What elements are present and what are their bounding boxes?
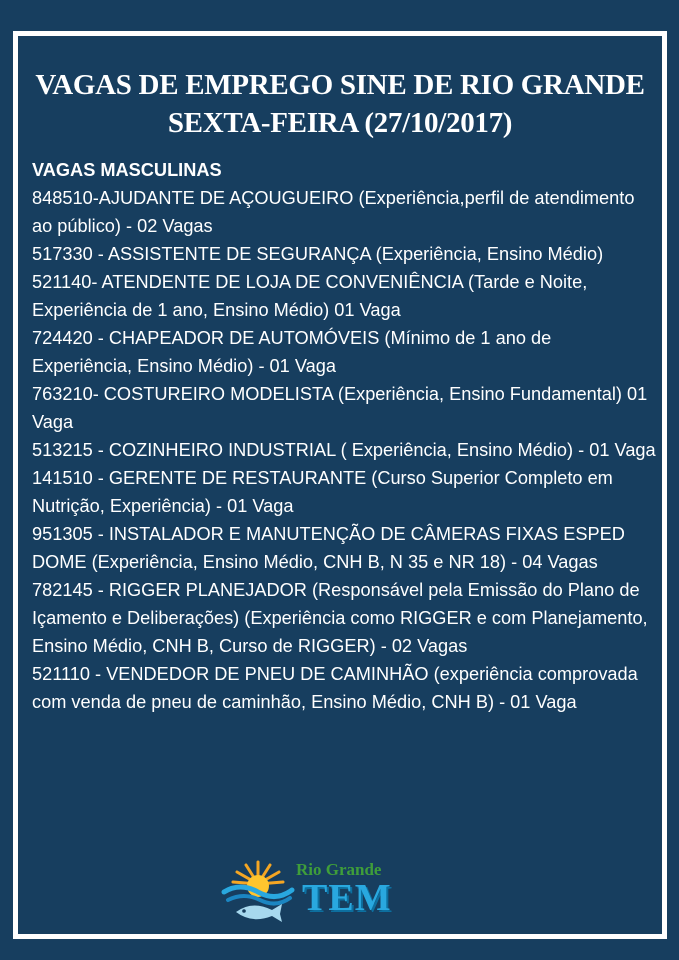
section-title: VAGAS MASCULINAS [32,160,222,180]
sun-wave-fish-icon [218,856,298,922]
page-title [18,66,662,142]
title-line-1: VAGAS DE EMPREGO SINE DE RIO GRANDE [35,69,645,101]
job-listing: 724420 - CHAPEADOR DE AUTOMÓVEIS (Mínimo de 1 ano de Experiência, Ensino Médio) - 01 Vaga [32,328,552,376]
job-listing: 141510 - GERENTE DE RESTAURANTE (Curso Superior Completo em Nutrição, Experiência) - 01 Vaga [32,468,613,516]
title-line-2: SEXTA-FEIRA (27/10/2017) [167,107,513,139]
poster-frame [13,31,667,939]
job-listing: 521110 - VENDEDOR DE PNEU DE CAMINHÃO (experiência comprovada com venda de pneu de caminhão, Ensino Médio, CNH B) - 01 Vaga [32,664,638,712]
job-listing: 517330 - ASSISTENTE DE SEGURANÇA (Experiência, Ensino Médio) [32,244,604,264]
job-listing: 782145 - RIGGER PLANEJADOR (Responsável pela Emissão do Plano de Içamento e Deliberações) (Experiência como RIGGER e com Planejamento, Ensino Médio, CNH B, Curso de RIGGER) - 02 Vagas [32,580,648,656]
job-listing: 763210- COSTUREIRO MODELISTA (Experiência, Ensino Fundamental) 01 Vaga [32,384,648,432]
job-list [32,156,656,716]
logo-small-text: Rio Grande [296,860,382,879]
job-listing: 848510-AJUDANTE DE AÇOUGUEIRO (Experiência,perfil de atendimento ao público) - 02 Vagas [32,188,635,236]
job-listing: 521140- ATENDENTE DE LOJA DE CONVENIÊNCIA (Tarde e Noite, Experiência de 1 ano, Ensino Médio) 01 Vaga [32,272,588,320]
job-listing: 951305 - INSTALADOR E MANUTENÇÃO DE CÂMERAS FIXAS ESPED DOME (Experiência, Ensino Médio, CNH B, N 35 e NR 18) - 04 Vagas [32,524,625,572]
logo-big-text: TEM [302,877,392,919]
rio-grande-tem-logo [218,856,418,926]
job-listing: 513215 - COZINHEIRO INDUSTRIAL ( Experiência, Ensino Médio) - 01 Vaga [32,440,656,460]
